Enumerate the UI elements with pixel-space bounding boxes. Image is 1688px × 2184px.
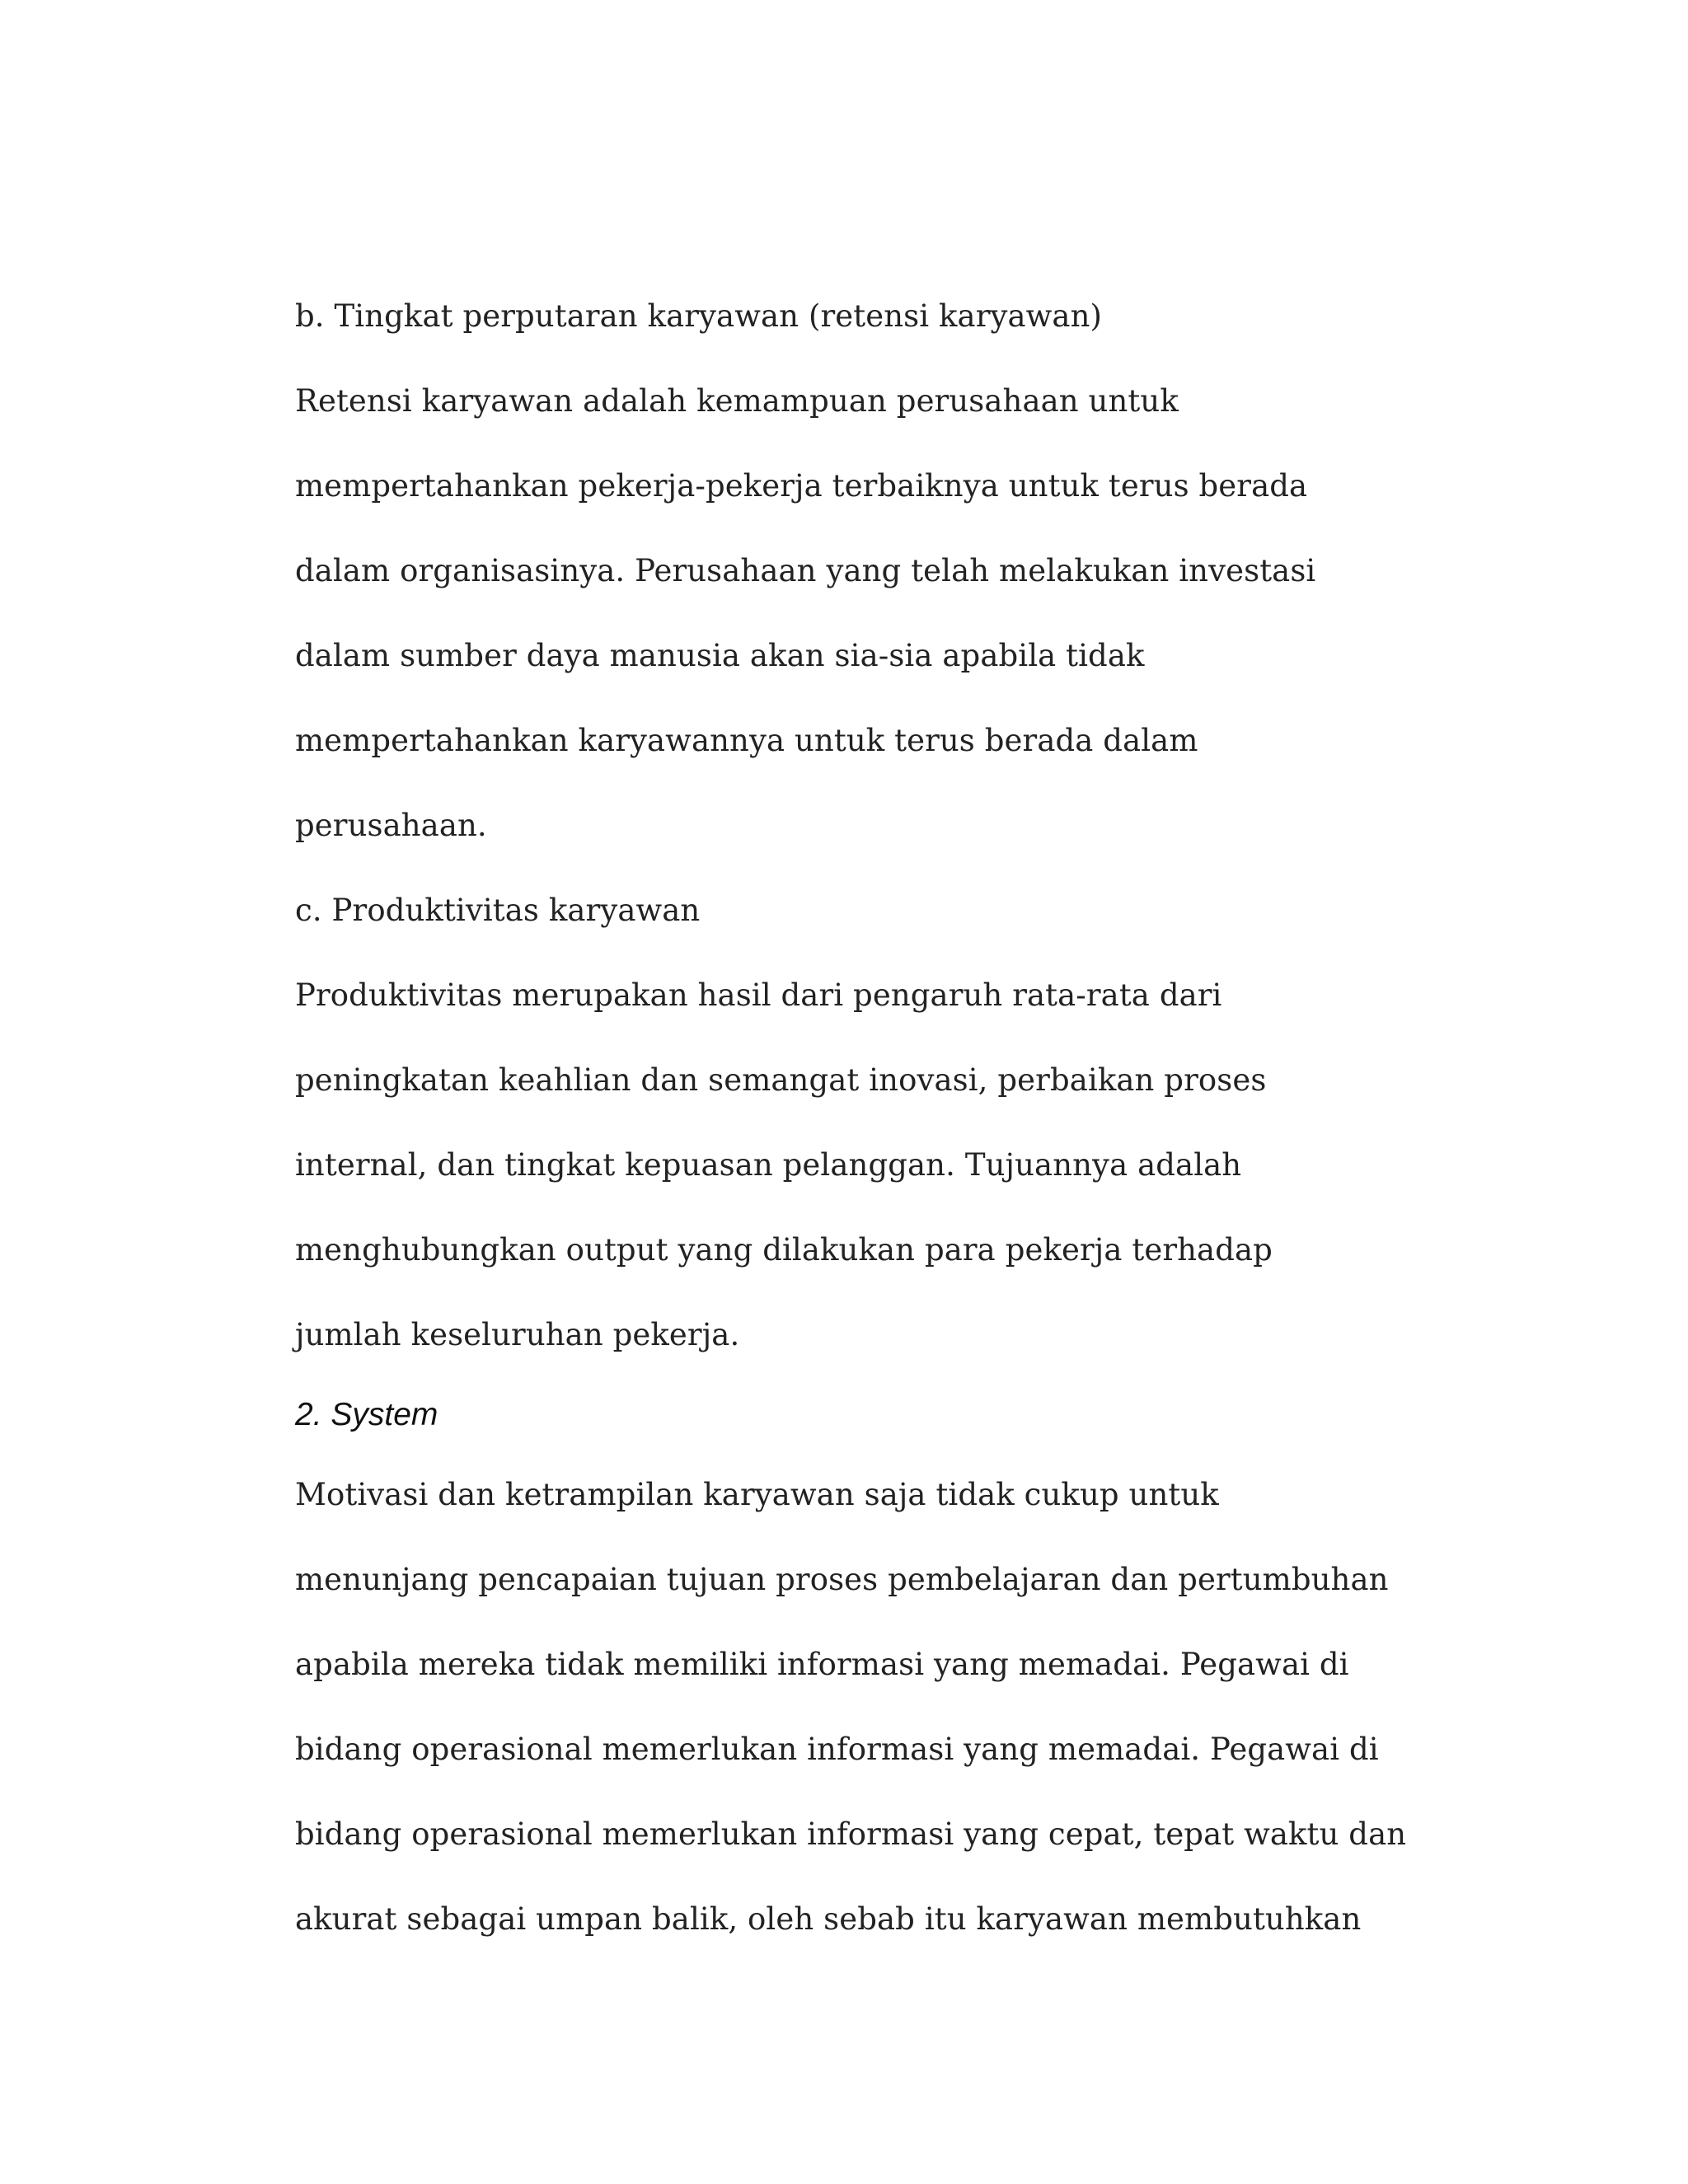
text-line: bidang operasional memerlukan informasi yang cepat, tepat waktu dan [295,1816,1407,1852]
text-line: apabila mereka tidak memiliki informasi yang memadai. Pegawai di [295,1647,1349,1682]
text-line: perusahaan. [295,808,487,843]
section-heading-system: 2. System [295,1397,438,1432]
text-line: mempertahankan karyawannya untuk terus berada dalam [295,723,1198,758]
text-line: jumlah keseluruhan pekerja. [295,1317,740,1352]
text-line: menunjang pencapaian tujuan proses pembelajaran dan pertumbuhan [295,1562,1389,1597]
text-line: Motivasi dan ketrampilan karyawan saja tidak cukup untuk [295,1477,1219,1512]
text-line: akurat sebagai umpan balik, oleh sebab itu karyawan membutuhkan [295,1901,1362,1937]
text-line: mempertahankan pekerja-pekerja terbaiknya untuk terus berada [295,468,1308,504]
text-line: Produktivitas merupakan hasil dari pengaruh rata-rata dari [295,977,1222,1013]
text-line: dalam organisasinya. Perusahaan yang telah melakukan investasi [295,553,1316,588]
text-line: Retensi karyawan adalah kemampuan perusahaan untuk [295,383,1179,419]
subheading-produktivitas: c. Produktivitas karyawan [295,893,701,928]
text-line: peningkatan keahlian dan semangat inovasi, perbaikan proses [295,1062,1267,1098]
subheading-retensi: b. Tingkat perputaran karyawan (retensi karyawan) [295,298,1103,334]
text-line: dalam sumber daya manusia akan sia-sia apabila tidak [295,638,1145,673]
text-line: internal, dan tingkat kepuasan pelanggan. Tujuannya adalah [295,1147,1242,1183]
text-line: menghubungkan output yang dilakukan para pekerja terhadap [295,1232,1273,1268]
text-line: bidang operasional memerlukan informasi yang memadai. Pegawai di [295,1732,1379,1767]
